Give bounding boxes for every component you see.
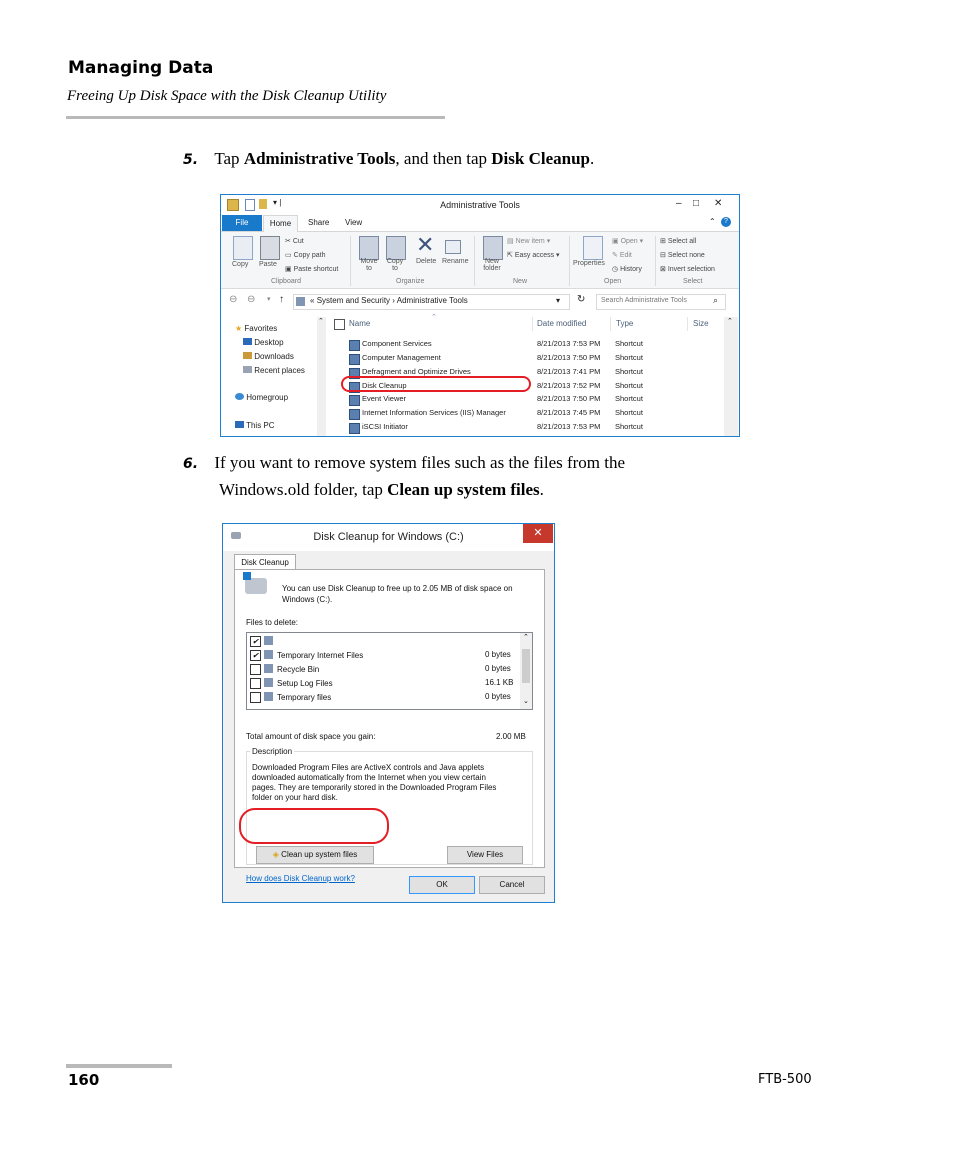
homegroup-icon bbox=[235, 393, 244, 400]
address-path bbox=[310, 296, 468, 305]
dialog-titlebar bbox=[223, 524, 554, 551]
refresh-icon[interactable]: ↻ bbox=[577, 294, 586, 305]
paste-button[interactable]: Paste bbox=[259, 261, 277, 268]
copy-button[interactable]: Copy bbox=[232, 261, 249, 268]
window-title: Administrative Tools bbox=[440, 200, 520, 210]
file-date: 8/21/2013 7:50 PM bbox=[537, 394, 601, 403]
file-type: Shortcut bbox=[615, 394, 643, 403]
tab-share[interactable]: Share bbox=[308, 218, 330, 227]
scroll-down-icon[interactable]: ⌄ bbox=[523, 698, 529, 705]
dialog-body bbox=[223, 551, 554, 902]
group-new: New bbox=[513, 278, 528, 285]
help-icon[interactable]: ? bbox=[721, 217, 731, 227]
properties-button[interactable]: Properties bbox=[573, 260, 605, 267]
up-button[interactable]: ↑ bbox=[279, 294, 284, 305]
breadcrumb-separator[interactable]: › bbox=[392, 296, 395, 305]
easy-access-label: Easy access bbox=[514, 252, 555, 259]
address-dropdown-icon[interactable]: ▾ bbox=[556, 296, 561, 305]
ribbon-separator bbox=[569, 236, 570, 286]
header-divider bbox=[66, 116, 445, 119]
search-icon[interactable]: ⌕ bbox=[713, 295, 719, 305]
highlight-disk-cleanup bbox=[341, 376, 531, 392]
cut-label: Cut bbox=[292, 238, 304, 245]
column-separator[interactable] bbox=[687, 317, 688, 331]
minimize-button[interactable]: – bbox=[676, 198, 682, 209]
select-all-label: Select all bbox=[667, 238, 697, 245]
tab-disk-cleanup[interactable]: Disk Cleanup bbox=[234, 554, 296, 570]
rename-icon[interactable] bbox=[445, 240, 461, 254]
text-run: Tap bbox=[214, 149, 244, 168]
delete-icon[interactable]: ✕ bbox=[416, 232, 435, 257]
nav-label: Desktop bbox=[254, 338, 284, 347]
ribbon-collapse-icon[interactable]: ⌃ bbox=[709, 217, 716, 226]
step-text bbox=[214, 149, 594, 168]
column-type[interactable]: Type bbox=[616, 319, 634, 328]
group-open: Open bbox=[604, 278, 622, 285]
downloads-icon bbox=[243, 352, 252, 359]
file-name: Event Viewer bbox=[362, 394, 407, 403]
column-name[interactable]: Name bbox=[349, 319, 371, 328]
breadcrumb-system-security[interactable]: System and Security bbox=[316, 296, 391, 305]
file-category-size: 0 bytes bbox=[485, 636, 511, 645]
text-run: , and then tap bbox=[395, 149, 492, 168]
select-all-button[interactable]: ⊞ Select all bbox=[660, 238, 697, 245]
paste-shortcut-label: Paste shortcut bbox=[293, 266, 339, 273]
highlight-clean-up-system-files bbox=[239, 808, 389, 844]
bold-run: Disk Cleanup bbox=[491, 149, 590, 168]
column-date-modified[interactable]: Date modified bbox=[537, 319, 587, 328]
copy-icon[interactable] bbox=[233, 236, 253, 260]
cleanup-file-row[interactable] bbox=[247, 663, 520, 676]
cancel-button[interactable]: Cancel bbox=[479, 876, 545, 894]
address-prefix: « bbox=[310, 296, 315, 305]
recent-places-icon bbox=[243, 366, 252, 373]
customize-toolbar-icon[interactable]: ▾ | bbox=[273, 198, 282, 207]
control-panel-icon bbox=[296, 297, 305, 306]
section-title: Managing Data bbox=[68, 58, 214, 78]
history-label: History bbox=[620, 266, 642, 273]
file-checkbox[interactable] bbox=[250, 692, 261, 703]
move-to-icon[interactable] bbox=[359, 236, 379, 260]
scroll-up-icon[interactable]: ⌃ bbox=[523, 634, 529, 641]
file-name: iSCSI Initiator bbox=[362, 422, 408, 431]
description-line: downloaded automatically from the Internet when you view certain bbox=[252, 773, 486, 782]
new-item-label: New item bbox=[515, 238, 545, 245]
file-checkbox[interactable] bbox=[250, 678, 261, 689]
new-folder-big-icon[interactable] bbox=[483, 236, 503, 260]
desktop-icon bbox=[243, 338, 252, 345]
description-line: pages. They are temporarily stored in the Downloaded Program Files bbox=[252, 783, 497, 792]
shortcut-icon bbox=[349, 354, 360, 365]
dialog-close-button[interactable]: ✕ bbox=[523, 524, 553, 543]
cut-button[interactable]: ✂ Cut bbox=[285, 238, 304, 245]
explorer-titlebar bbox=[221, 195, 739, 215]
maximize-button[interactable]: □ bbox=[693, 198, 700, 209]
file-type: Shortcut bbox=[615, 367, 643, 376]
copy-to-button[interactable]: Copy to bbox=[386, 258, 404, 272]
file-category-icon bbox=[264, 636, 273, 645]
paste-shortcut-button[interactable]: ▣ Paste shortcut bbox=[285, 266, 339, 273]
open-label: Open bbox=[620, 238, 638, 245]
file-date: 8/21/2013 7:50 PM bbox=[537, 353, 601, 362]
move-to-button[interactable]: Move to bbox=[360, 258, 378, 272]
page-number: 160 bbox=[68, 1071, 100, 1089]
bold-run: Administrative Tools bbox=[243, 149, 396, 168]
cleanup-file-row[interactable] bbox=[247, 635, 520, 648]
nav-item-downloads[interactable] bbox=[243, 352, 294, 361]
file-type: Shortcut bbox=[615, 339, 643, 348]
nav-label: Homegroup bbox=[246, 393, 289, 402]
text-run: Windows.old folder, tap bbox=[219, 480, 388, 499]
sort-indicator-icon: ⌃ bbox=[431, 314, 437, 321]
breadcrumb-admin-tools[interactable]: Administrative Tools bbox=[396, 296, 468, 305]
scroll-up-icon[interactable]: ⌃ bbox=[727, 318, 733, 325]
new-item-button[interactable]: ▤ New item ▾ bbox=[507, 238, 551, 245]
navigation-pane bbox=[221, 317, 325, 437]
nav-item-desktop[interactable] bbox=[243, 338, 284, 347]
nav-item-homegroup[interactable] bbox=[235, 393, 288, 402]
file-checkbox[interactable]: ✔ bbox=[250, 636, 261, 647]
column-separator[interactable] bbox=[610, 317, 611, 331]
file-category-label: Temporary Internet Files bbox=[277, 651, 364, 660]
column-separator[interactable] bbox=[532, 317, 533, 331]
close-button[interactable]: ✕ bbox=[714, 198, 723, 209]
file-category-icon bbox=[264, 664, 273, 673]
text-run: . bbox=[590, 149, 595, 168]
scroll-thumb[interactable] bbox=[522, 649, 530, 683]
total-value: 2.00 MB bbox=[496, 732, 526, 741]
step-5 bbox=[183, 146, 594, 173]
file-row[interactable] bbox=[349, 353, 719, 366]
ribbon-separator bbox=[350, 236, 351, 286]
this-pc-icon bbox=[235, 421, 244, 428]
description-line: Downloaded Program Files are ActiveX controls and Java applets bbox=[252, 763, 485, 772]
description-line: folder on your hard disk. bbox=[252, 793, 338, 802]
clean-up-system-files-button[interactable] bbox=[256, 846, 374, 864]
file-category-label: Temporary files bbox=[277, 693, 332, 702]
intro-line-1: You can use Disk Cleanup to free up to 2.05 MB of disk space on bbox=[282, 584, 513, 593]
file-row[interactable] bbox=[349, 422, 719, 435]
files-list-scrollbar[interactable] bbox=[520, 633, 532, 709]
step-number: 5. bbox=[183, 152, 199, 168]
file-date: 8/21/2013 7:45 PM bbox=[537, 408, 601, 417]
file-type: Shortcut bbox=[615, 353, 643, 362]
file-date: 8/21/2013 7:52 PM bbox=[537, 381, 601, 390]
file-category-icon bbox=[264, 650, 273, 659]
star-icon: ★ bbox=[235, 324, 243, 333]
file-row[interactable] bbox=[349, 408, 719, 421]
scroll-up-icon[interactable]: ⌃ bbox=[318, 318, 324, 325]
group-organize: Organize bbox=[396, 278, 425, 285]
select-all-checkbox[interactable] bbox=[334, 319, 345, 330]
ribbon-separator bbox=[474, 236, 475, 286]
file-date: 8/21/2013 7:41 PM bbox=[537, 367, 601, 376]
dialog-title: Disk Cleanup for Windows (C:) bbox=[313, 531, 464, 543]
file-name: Defragment and Optimize Drives bbox=[362, 367, 471, 376]
nav-label: Downloads bbox=[254, 352, 294, 361]
tab-file[interactable]: File bbox=[222, 215, 262, 231]
copy-to-icon[interactable] bbox=[386, 236, 406, 260]
file-category-size: 0 bytes bbox=[485, 692, 511, 701]
footer-divider bbox=[66, 1064, 172, 1068]
explorer-window bbox=[220, 194, 740, 437]
help-link[interactable]: How does Disk Cleanup work? bbox=[246, 874, 355, 883]
invert-selection-label: Invert selection bbox=[667, 266, 715, 273]
history-button[interactable]: ◷ History bbox=[612, 266, 642, 273]
nav-label: Recent places bbox=[254, 366, 305, 375]
cleanup-file-row[interactable] bbox=[247, 691, 520, 704]
file-name: Internet Information Services (IIS) Manager bbox=[362, 408, 506, 417]
file-name: Disk Cleanup bbox=[362, 381, 407, 390]
forward-button[interactable]: ⊖ bbox=[247, 294, 256, 305]
recent-locations-icon[interactable]: ▾ bbox=[267, 296, 271, 303]
file-category-label: Setup Log Files bbox=[277, 679, 333, 688]
file-category-size: 16.1 KB bbox=[485, 678, 514, 687]
file-name: Computer Management bbox=[362, 353, 441, 362]
shortcut-icon bbox=[349, 395, 360, 406]
shortcut-icon bbox=[349, 409, 360, 420]
properties-big-icon[interactable] bbox=[583, 236, 603, 260]
tab-home[interactable]: Home bbox=[263, 215, 298, 232]
select-none-button[interactable]: ⊟ Select none bbox=[660, 252, 705, 259]
edit-button[interactable]: ✎ Edit bbox=[612, 252, 632, 259]
bold-run: Clean up system files bbox=[387, 480, 540, 499]
drive-icon bbox=[245, 578, 267, 594]
file-checkbox[interactable] bbox=[250, 664, 261, 675]
file-checkbox[interactable]: ✔ bbox=[250, 650, 261, 661]
file-date: 8/21/2013 7:53 PM bbox=[537, 422, 601, 431]
files-to-delete-list[interactable] bbox=[246, 632, 533, 710]
file-type: Shortcut bbox=[615, 408, 643, 417]
file-category-label: Downloaded Program Files bbox=[277, 637, 374, 646]
shortcut-icon bbox=[349, 423, 360, 434]
text-run: . bbox=[539, 480, 544, 499]
step-text-line-1: If you want to remove system files such as the files from the bbox=[214, 453, 626, 472]
section-subtitle: Freeing Up Disk Space with the Disk Cleanup Utility bbox=[67, 88, 387, 104]
group-clipboard: Clipboard bbox=[271, 278, 301, 285]
cleanup-file-row[interactable] bbox=[247, 677, 520, 690]
product-name: FTB-500 bbox=[758, 1072, 812, 1087]
file-category-icon bbox=[264, 692, 273, 701]
nav-label: Favorites bbox=[244, 324, 278, 333]
column-size[interactable]: Size bbox=[693, 319, 709, 328]
tab-view[interactable]: View bbox=[345, 218, 363, 227]
nav-label: This PC bbox=[246, 421, 275, 430]
ribbon-separator bbox=[655, 236, 656, 286]
intro-line-2: Windows (C:). bbox=[282, 595, 333, 604]
nav-item-this-pc[interactable] bbox=[235, 421, 275, 430]
navigation-scrollbar[interactable] bbox=[317, 317, 326, 437]
nav-item-recent-places[interactable] bbox=[243, 366, 305, 375]
select-none-label: Select none bbox=[667, 252, 705, 259]
ribbon bbox=[221, 232, 739, 289]
back-button[interactable]: ⊖ bbox=[229, 294, 238, 305]
cleanup-file-row[interactable] bbox=[247, 649, 520, 662]
rename-button[interactable]: Rename bbox=[442, 258, 469, 265]
view-files-button[interactable]: View Files bbox=[447, 846, 523, 864]
file-list-scrollbar[interactable] bbox=[724, 317, 738, 437]
shortcut-icon bbox=[349, 340, 360, 351]
search-input[interactable] bbox=[596, 294, 726, 310]
file-category-size: 0 bytes bbox=[485, 664, 511, 673]
edit-label: Edit bbox=[619, 252, 632, 259]
file-category-icon bbox=[264, 678, 273, 687]
file-type: Shortcut bbox=[615, 381, 643, 390]
copy-path-label: Copy path bbox=[293, 252, 326, 259]
address-bar[interactable] bbox=[293, 294, 570, 310]
file-row[interactable] bbox=[349, 394, 719, 407]
copy-path-button[interactable]: ▭ Copy path bbox=[285, 252, 326, 259]
step-number: 6. bbox=[183, 456, 199, 472]
invert-selection-button[interactable]: ⊠ Invert selection bbox=[660, 266, 715, 273]
files-to-delete-label: Files to delete: bbox=[246, 618, 299, 627]
paste-icon[interactable] bbox=[260, 236, 280, 260]
search-placeholder: Search Administrative Tools bbox=[601, 297, 687, 304]
group-select: Select bbox=[683, 278, 703, 285]
uac-shield-icon: ◈ bbox=[272, 850, 279, 859]
ribbon-tabs bbox=[221, 215, 739, 232]
clean-up-system-files-label: Clean up system files bbox=[281, 850, 358, 859]
step-text-line-2 bbox=[219, 480, 544, 499]
disk-cleanup-dialog bbox=[222, 523, 555, 903]
description-label: Description bbox=[252, 747, 293, 756]
easy-access-button[interactable]: ⇱ Easy access ▾ bbox=[507, 252, 560, 259]
file-date: 8/21/2013 7:53 PM bbox=[537, 339, 601, 348]
step-6 bbox=[183, 450, 743, 503]
windows-logo-icon bbox=[243, 572, 251, 580]
open-button[interactable]: ▣ Open ▾ bbox=[612, 238, 644, 245]
new-folder-button[interactable]: New folder bbox=[483, 258, 501, 272]
delete-button[interactable]: Delete bbox=[416, 258, 437, 265]
nav-item-favorites[interactable] bbox=[235, 324, 277, 333]
file-category-size: 0 bytes bbox=[485, 650, 511, 659]
total-label: Total amount of disk space you gain: bbox=[246, 732, 376, 741]
file-type: Shortcut bbox=[615, 422, 643, 431]
file-category-label: Recycle Bin bbox=[277, 665, 320, 674]
file-row[interactable] bbox=[349, 339, 719, 352]
ok-button[interactable]: OK bbox=[409, 876, 475, 894]
file-name: Component Services bbox=[362, 339, 432, 348]
